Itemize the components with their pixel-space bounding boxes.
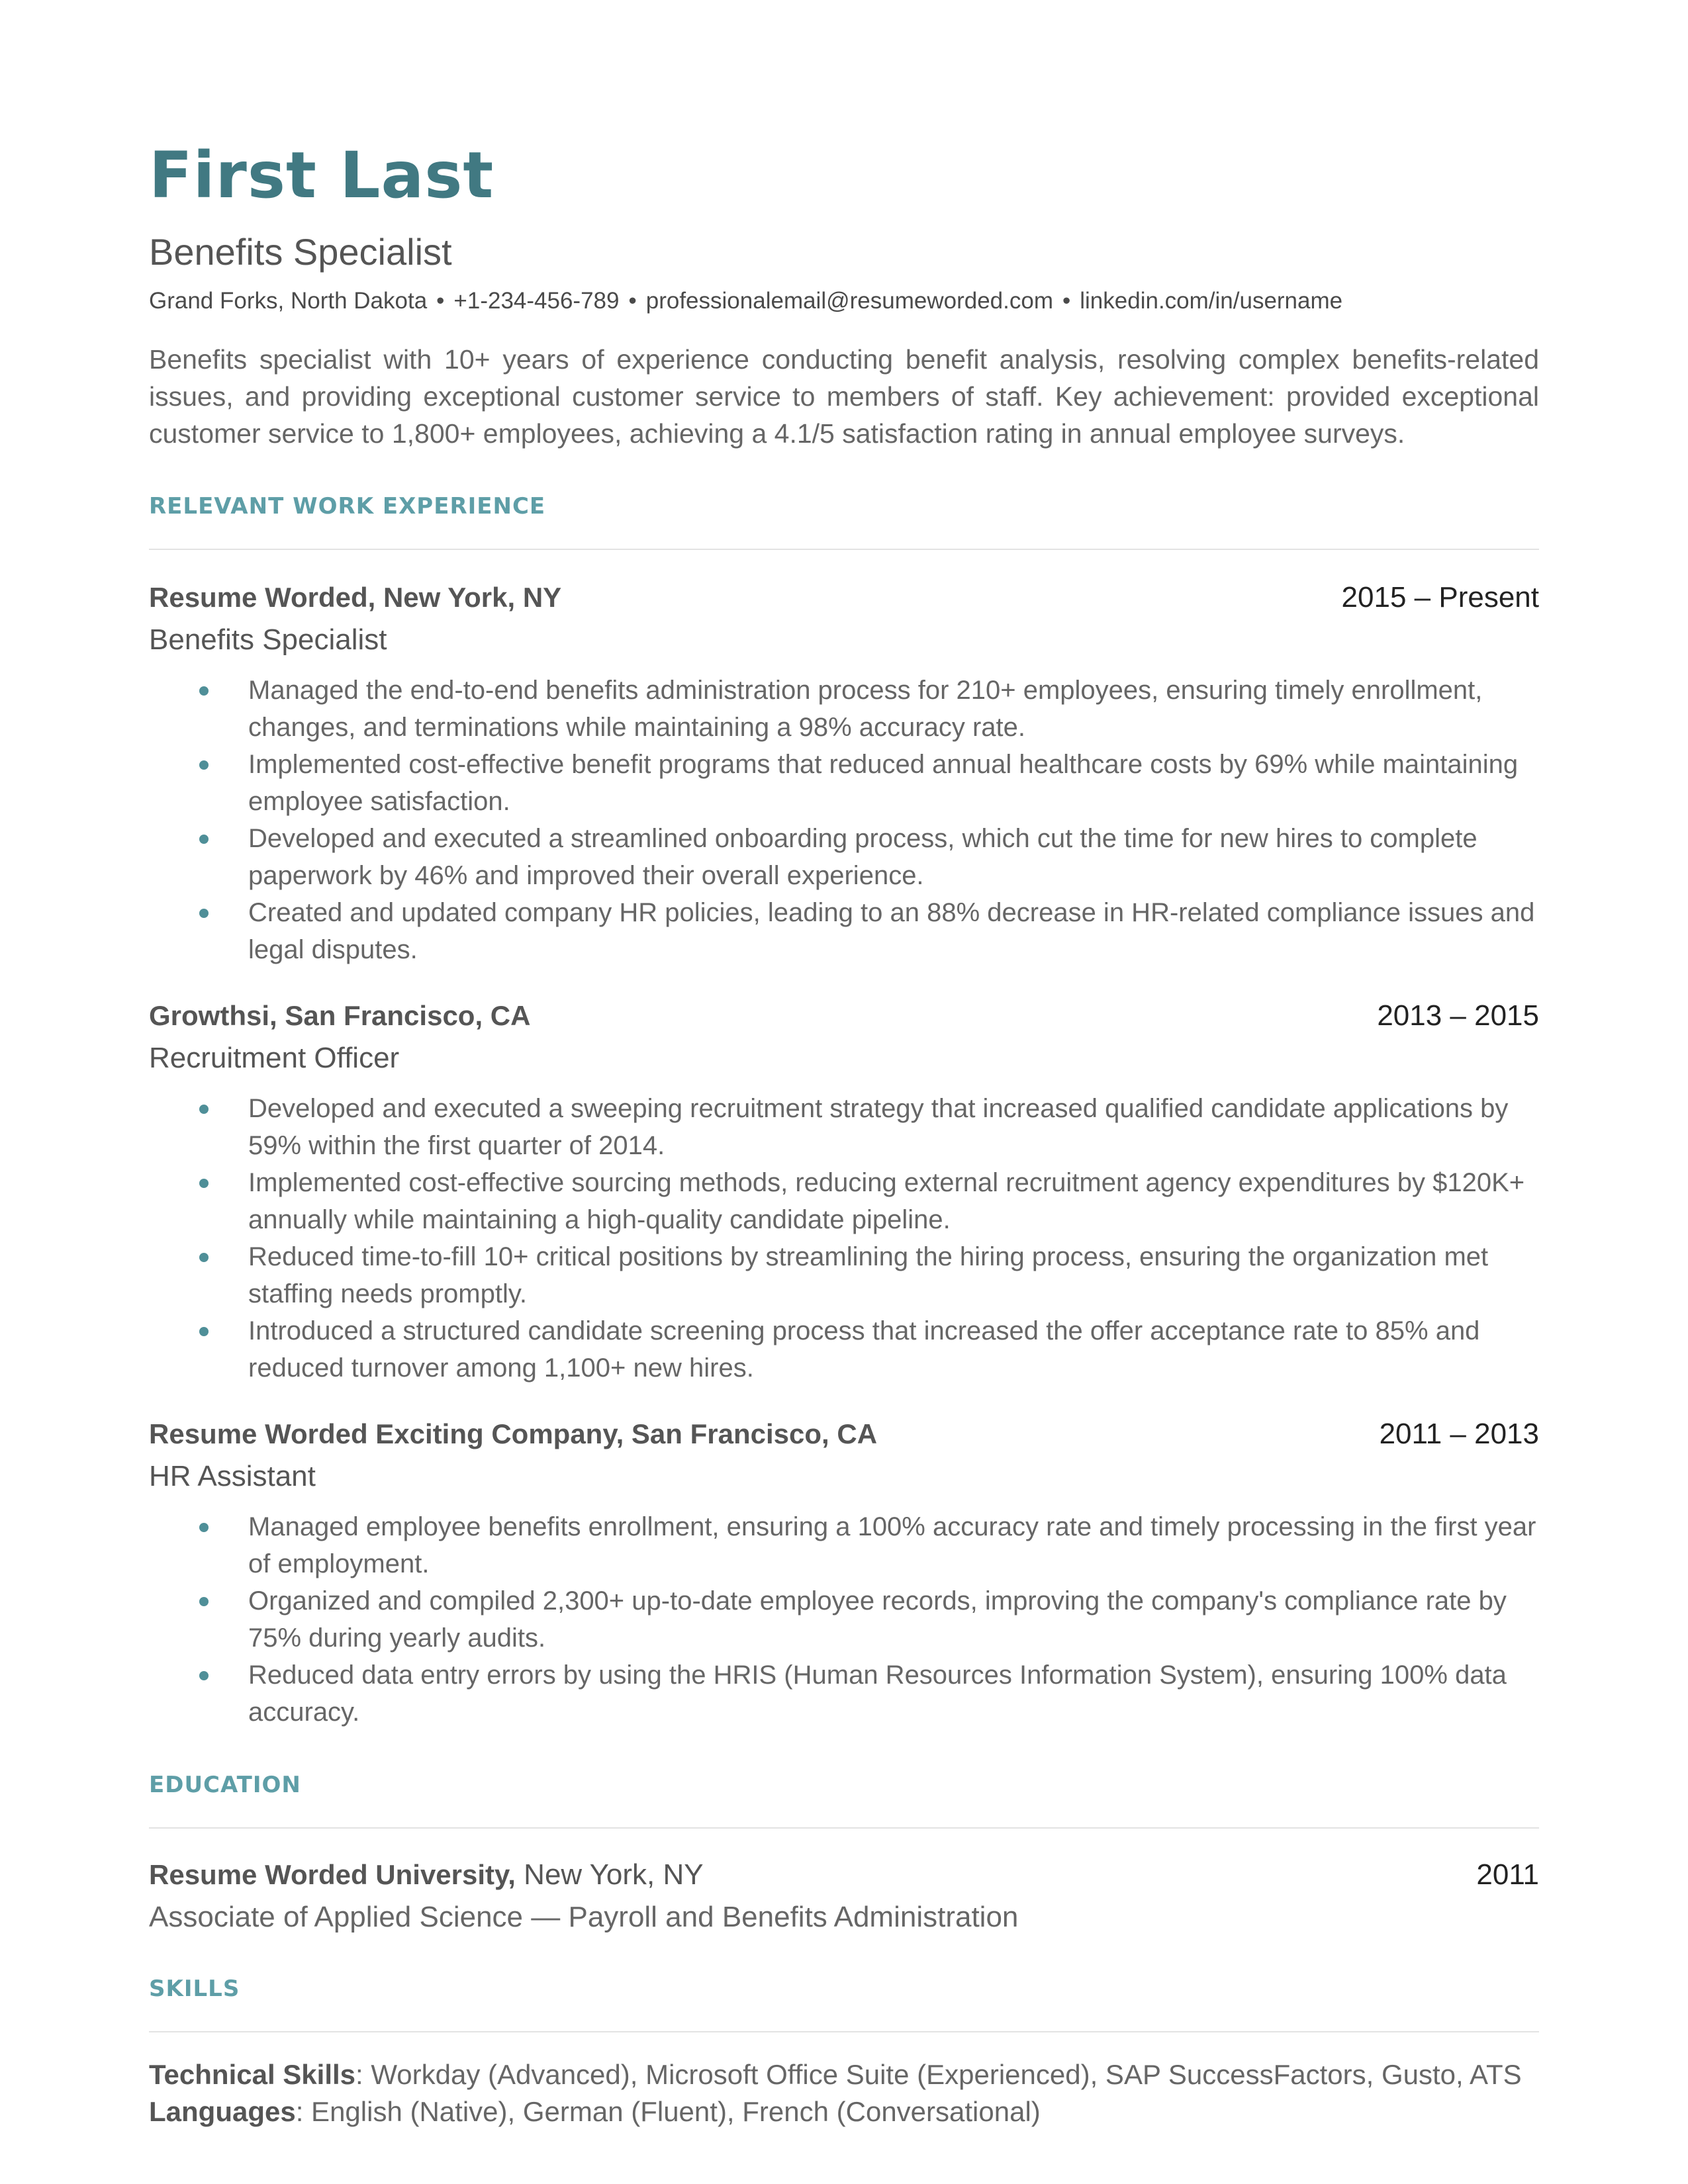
job-bullet: Developed and executed a sweeping recruitment strategy that increased qualified candidate applications by 59% within the first quarter of 2014. <box>149 1090 1539 1164</box>
job-bullet: Created and updated company HR policies, leading to an 88% decrease in HR-related compliance issues and legal disputes. <box>149 894 1539 968</box>
job-entry <box>149 579 1539 968</box>
section-divider <box>149 1827 1539 1829</box>
education-school: Resume Worded University, <box>149 1859 516 1890</box>
job-title: Recruitment Officer <box>149 1042 400 1074</box>
bullet-dot-icon <box>199 1597 209 1606</box>
contact-location: Grand Forks, North Dakota <box>149 288 428 314</box>
experience-heading: RELEVANT WORK EXPERIENCE <box>149 493 546 520</box>
education-degree: Associate of Applied Science — Payroll and Benefits Administration <box>149 1901 1019 1933</box>
job-company: Growthsi, San Francisco, CA <box>149 1000 531 1031</box>
bullet-dot-icon <box>199 1179 209 1188</box>
job-title: HR Assistant <box>149 1460 316 1492</box>
job-bullet: Reduced time-to-fill 10+ critical positions by streamlining the hiring process, ensuring the organization met staffing needs promptly. <box>149 1238 1539 1312</box>
technical-skills <box>149 2056 1539 2093</box>
languages <box>149 2093 1539 2130</box>
bullet-dot-icon <box>199 760 209 770</box>
technical-skills-label: Technical Skills <box>149 2059 356 2090</box>
job-bullet: Managed the end-to-end benefits administration process for 210+ employees, ensuring timely enrollment, changes, and terminations while maintaining a 98% accuracy rate. <box>149 672 1539 746</box>
job-bullet: Managed employee benefits enrollment, ensuring a 100% accuracy rate and timely processing in the first year of employment. <box>149 1508 1539 1582</box>
job-company: Resume Worded Exciting Company, San Francisco, CA <box>149 1418 878 1449</box>
job-entry <box>149 1416 1539 1731</box>
bullet-dot-icon <box>199 1105 209 1114</box>
contact-line <box>149 287 1539 316</box>
bullet-dot-icon <box>199 909 209 918</box>
section-divider <box>149 2031 1539 2032</box>
education-heading: EDUCATION <box>149 1772 301 1798</box>
contact-email[interactable]: professionalemail@resumeworded.com <box>645 288 1053 314</box>
contact-phone: +1-234-456-789 <box>453 288 620 314</box>
job-bullet: Implemented cost-effective sourcing methods, reducing external recruitment agency expenditures by $120K+ annually while maintaining a high-quality candidate pipeline. <box>149 1164 1539 1238</box>
languages-value: : English (Native), German (Fluent), French (Conversational) <box>295 2096 1041 2127</box>
summary-paragraph: Benefits specialist with 10+ years of experience conducting benefit analysis, resolving complex benefits-related issues, and providing exceptional customer service to members of staff. Key achievement: provided exceptional customer service to 1,800+ employees, achieving a 4.1/5 satisfaction rating in annual employee surveys. <box>149 344 1539 449</box>
resume-page <box>149 136 1539 2130</box>
education-section <box>149 1770 1539 1937</box>
job-bullet: Developed and executed a streamlined onboarding process, which cut the time for new hires to complete paperwork by 46% and improved their overall experience. <box>149 820 1539 894</box>
job-bullet: Introduced a structured candidate screening process that increased the offer acceptance rate to 85% and reduced turnover among 1,100+ new hires. <box>149 1312 1539 1387</box>
bullet-dot-icon <box>199 1253 209 1262</box>
job-dates: 2015 – Present <box>1341 581 1539 614</box>
job-bullet: Organized and compiled 2,300+ up-to-date employee records, improving the company's compliance rate by 75% during yearly audits. <box>149 1582 1539 1657</box>
job-company: Resume Worded, New York, NY <box>149 582 562 613</box>
education-school-line <box>149 1856 704 1893</box>
education-location: New York, NY <box>515 1858 704 1891</box>
job-dates: 2011 – 2013 <box>1379 1418 1539 1450</box>
section-divider <box>149 549 1539 550</box>
contact-linkedin[interactable]: linkedin.com/in/username <box>1080 288 1343 314</box>
bullet-dot-icon <box>199 1327 209 1336</box>
contact-separator: • <box>628 288 637 314</box>
education-year: 2011 <box>1476 1858 1539 1891</box>
contact-separator: • <box>436 288 445 314</box>
job-entry <box>149 997 1539 1387</box>
skills-heading: SKILLS <box>149 1976 240 2002</box>
bullet-dot-icon <box>199 835 209 844</box>
technical-skills-value: : Workday (Advanced), Microsoft Office Suite (Experienced), SAP SuccessFactors, Gusto, ATS <box>355 2059 1522 2090</box>
bullet-dot-icon <box>199 1523 209 1532</box>
bullet-dot-icon <box>199 1671 209 1680</box>
candidate-name: First Last <box>149 138 494 212</box>
job-bullet: Implemented cost-effective benefit programs that reduced annual healthcare costs by 69% while maintaining employee satisfaction. <box>149 746 1539 820</box>
languages-label: Languages <box>149 2096 296 2127</box>
job-title: Benefits Specialist <box>149 623 387 656</box>
experience-section <box>149 492 1539 1731</box>
candidate-role: Benefits Specialist <box>149 231 452 273</box>
job-dates: 2013 – 2015 <box>1377 999 1539 1032</box>
skills-section <box>149 1974 1539 2130</box>
job-bullet: Reduced data entry errors by using the HRIS (Human Resources Information System), ensuring 100% data accuracy. <box>149 1657 1539 1731</box>
contact-separator: • <box>1062 288 1071 314</box>
bullet-dot-icon <box>199 686 209 696</box>
